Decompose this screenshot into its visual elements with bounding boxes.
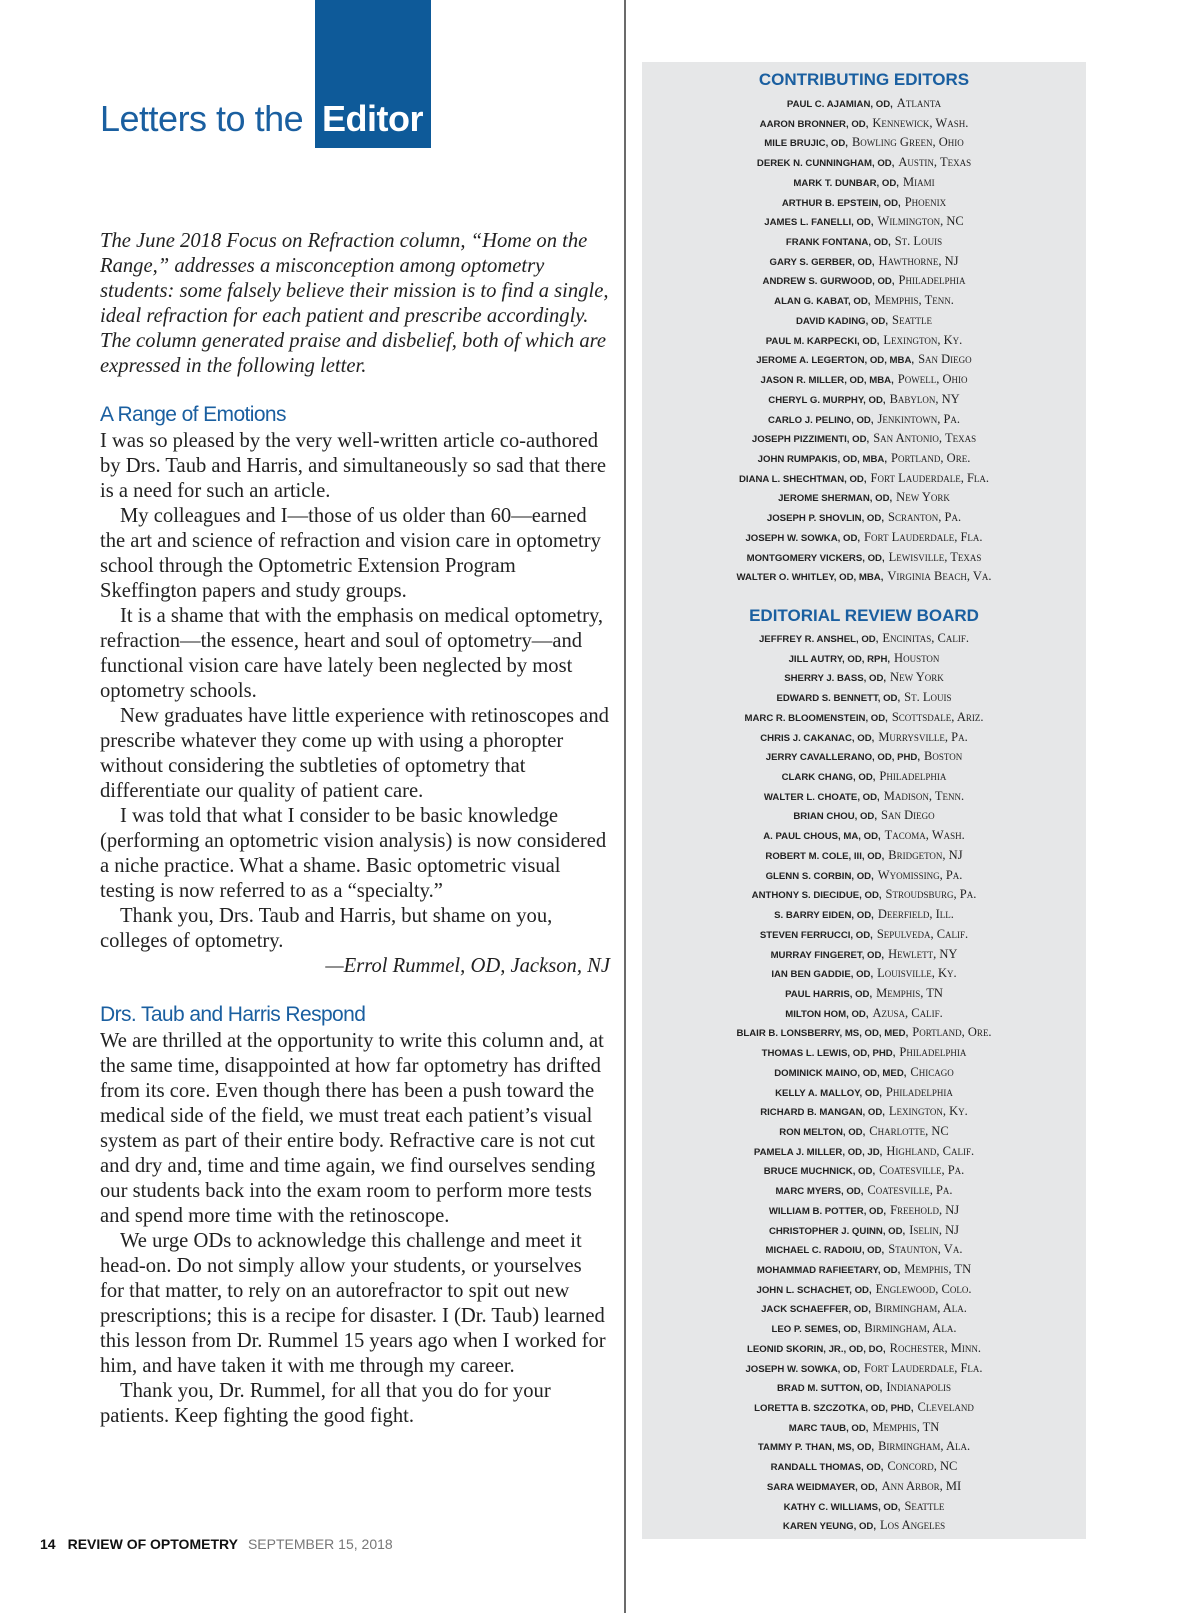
person-name: THOMAS L. LEWIS, OD, PHD, — [761, 1048, 896, 1060]
person-location: Chicago — [910, 1064, 954, 1079]
person-location: Kennewick, Wash. — [872, 115, 969, 130]
person-location: Coatesville, Pa. — [879, 1163, 965, 1178]
person-location: Phoenix — [904, 194, 947, 209]
masthead-entry — [642, 1239, 1086, 1259]
person-name: ALAN G. KABAT, OD, — [774, 296, 871, 308]
person-location: Miami — [902, 174, 935, 189]
masthead-entry — [642, 1121, 1086, 1141]
person-name: LEONID SKORIN, JR., OD, DO, — [747, 1343, 886, 1355]
person-location: Powell, Ohio — [897, 372, 968, 387]
person-name: MONTGOMERY VICKERS, OD, — [746, 552, 885, 564]
person-name: MARC R. BLOOMENSTEIN, OD, — [744, 712, 888, 724]
masthead-entry — [642, 192, 1086, 212]
masthead-entry — [642, 845, 1086, 865]
person-name: JASON R. MILLER, OD, MBA, — [760, 375, 894, 387]
person-location: Lewisville, Texas — [888, 549, 982, 564]
masthead-entry — [642, 1298, 1086, 1318]
person-location: San Antonio, Texas — [873, 431, 977, 446]
masthead-entry — [642, 1082, 1086, 1102]
masthead-entry — [642, 924, 1086, 944]
title-emphasis: Editor — [322, 98, 423, 139]
page-title — [100, 0, 440, 150]
person-location: Cleveland — [917, 1400, 974, 1415]
person-location: Babylon, NY — [889, 391, 960, 406]
masthead-entry — [642, 1476, 1086, 1496]
person-name: ARTHUR B. EPSTEIN, OD, — [781, 197, 901, 209]
person-location: Madison, Tenn. — [883, 788, 965, 803]
person-name: JAMES L. FANELLI, OD, — [764, 217, 874, 229]
person-location: Iselin, NJ — [909, 1222, 960, 1237]
person-name: EDWARD S. BENNETT, OD, — [776, 693, 901, 705]
person-name: PAUL M. KARPECKI, OD, — [765, 335, 880, 347]
person-location: Stroudsburg, Pa. — [885, 887, 977, 902]
person-location: Memphis, TN — [872, 1419, 940, 1434]
person-name: JEFFREY R. ANSHEL, OD, — [758, 634, 879, 645]
contributing-editors-list — [642, 93, 1086, 586]
person-name: CHRIS J. CAKANAC, OD, — [760, 732, 875, 744]
person-name: ANDREW S. GURWOOD, OD, — [762, 276, 895, 288]
masthead-entry — [642, 746, 1086, 766]
person-location: Fort Lauderdale, Fla. — [870, 470, 990, 485]
person-name: MARK T. DUNBAR, OD, — [793, 177, 899, 189]
person-name: KELLY A. MALLOY, OD, — [775, 1087, 882, 1099]
letter-signature: —Errol Rummel, OD, Jackson, NJ — [325, 955, 610, 977]
letter-paragraph: My colleagues and I—those of us older than 60—earned the art and science of refraction and vision care in optometry school through the Optometric Extension Program Skeffington papers and study groups. — [100, 505, 601, 602]
person-location: Deerfield, Ill. — [877, 907, 954, 922]
person-name: JILL AUTRY, OD, RPH, — [788, 653, 891, 665]
masthead-entry — [642, 172, 1086, 192]
person-name: LORETTA B. SZCZOTKA, OD, PHD, — [754, 1403, 914, 1415]
person-name: DEREK N. CUNNINGHAM, OD, — [756, 158, 895, 170]
masthead-entry — [642, 1358, 1086, 1378]
masthead-entry — [642, 152, 1086, 172]
masthead-entry — [642, 409, 1086, 429]
person-location: Austin, Texas — [898, 155, 972, 170]
letter-paragraph: Thank you, Drs. Taub and Harris, but shame on you, colleges of optometry. — [100, 905, 553, 952]
person-name: PAUL HARRIS, OD, — [785, 988, 873, 1000]
masthead-entry — [642, 132, 1086, 152]
person-location: Charlotte, NC — [869, 1123, 949, 1138]
masthead-entry — [642, 566, 1086, 586]
person-location: Bridgeton, NJ — [888, 847, 963, 862]
person-location: Encinitas, Calif. — [882, 631, 970, 645]
person-location: Rochester, Minn. — [889, 1340, 981, 1355]
person-location: San Diego — [881, 808, 935, 823]
intro-text — [100, 229, 610, 379]
person-location: Philadelphia — [898, 273, 966, 288]
masthead-entry — [642, 805, 1086, 825]
masthead-entry — [642, 963, 1086, 983]
person-name: S. BARRY EIDEN, OD, — [774, 910, 874, 922]
person-location: New York — [896, 490, 950, 505]
person-location: Scottsdale, Ariz. — [891, 709, 984, 724]
masthead-entry — [642, 1279, 1086, 1299]
masthead-entry — [642, 1220, 1086, 1240]
masthead-entry — [642, 1022, 1086, 1042]
person-location: Lexington, Ky. — [883, 332, 963, 347]
person-name: ROBERT M. COLE, III, OD, — [765, 850, 885, 862]
magazine-name: REVIEW OF OPTOMETRY — [67, 1536, 238, 1552]
person-name: MARC MYERS, OD, — [775, 1186, 864, 1198]
person-location: Memphis, Tenn. — [874, 293, 954, 308]
editorial-review-board-list — [642, 628, 1086, 1535]
person-name: DOMINICK MAINO, OD, MED, — [774, 1067, 907, 1079]
response-section — [100, 1003, 610, 1429]
person-location: Philadelphia — [899, 1045, 967, 1060]
person-location: Hewlett, NY — [888, 946, 958, 961]
person-location: Hawthorne, NJ — [878, 253, 959, 268]
masthead-entry — [642, 428, 1086, 448]
masthead-entry — [642, 330, 1086, 350]
masthead-entry — [642, 1377, 1086, 1397]
person-location: Philadelphia — [879, 769, 947, 784]
masthead-entry — [642, 944, 1086, 964]
person-name: JACK SCHAEFFER, OD, — [761, 1304, 871, 1316]
masthead-entry — [642, 904, 1086, 924]
person-location: Memphis, TN — [876, 985, 943, 1000]
masthead-entry — [642, 1160, 1086, 1180]
person-name: IAN BEN GADDIE, OD, — [771, 969, 874, 981]
person-name: WALTER L. CHOATE, OD, — [763, 791, 880, 803]
masthead-entry — [642, 1200, 1086, 1220]
masthead-entry — [642, 1042, 1086, 1062]
person-location: Fort Lauderdale, Fla. — [864, 1360, 983, 1375]
person-location: Staunton, Va. — [888, 1242, 963, 1257]
masthead-entry — [642, 884, 1086, 904]
person-location: Birmingham, Ala. — [878, 1439, 971, 1454]
person-name: CHRISTOPHER J. QUINN, OD, — [768, 1225, 906, 1237]
person-location: St. Louis — [904, 690, 952, 705]
masthead-entry — [642, 1417, 1086, 1437]
column-divider — [624, 0, 626, 1613]
masthead-entry — [642, 687, 1086, 707]
person-location: Portland, Ore. — [891, 450, 971, 465]
person-location: Bowling Green, Ohio — [851, 135, 964, 150]
person-location: Seattle — [892, 312, 932, 327]
masthead-entry — [642, 93, 1086, 113]
person-location: Highland, Calif. — [886, 1143, 975, 1158]
masthead-entry — [642, 448, 1086, 468]
person-name: CLARK CHANG, OD, — [781, 772, 876, 784]
person-location: Freehold, NJ — [890, 1202, 960, 1217]
person-location: Sepulveda, Calif. — [876, 926, 969, 941]
masthead-entry — [642, 983, 1086, 1003]
person-location: Tacoma, Wash. — [884, 828, 965, 843]
person-name: GARY S. GERBER, OD, — [769, 256, 875, 268]
person-name: GLENN S. CORBIN, OD, — [765, 870, 874, 882]
response-paragraph: We are thrilled at the opportunity to write this column and, at the same time, disappointed at how far optometry has drifted from its core. Even though there has been a push toward the medical side of the field, we must treat each patient’s visual system as part of their entire body. Refractive care is not cut and dry and, time and time again, we find ourselves sending our students back into the exam room to perform more tests and spend more time with the retinoscope. — [100, 1030, 604, 1227]
response-heading: Drs. Taub and Harris Respond — [100, 1003, 366, 1026]
person-name: PAUL C. AJAMIAN, OD, — [786, 99, 893, 110]
masthead-entry — [642, 1003, 1086, 1023]
masthead-entry — [642, 389, 1086, 409]
person-name: DIANA L. SHECHTMAN, OD, — [738, 473, 867, 485]
person-name: KATHY C. WILLIAMS, OD, — [783, 1501, 901, 1513]
masthead-entry — [642, 825, 1086, 845]
person-name: RANDALL THOMAS, OD, — [770, 1462, 884, 1474]
person-name: RICHARD B. MANGAN, OD, — [760, 1107, 885, 1119]
response-paragraph: Thank you, Dr. Rummel, for all that you do for your patients. Keep fighting the good fight. — [100, 1380, 551, 1427]
masthead-entry — [642, 113, 1086, 133]
person-name: FRANK FONTANA, OD, — [785, 237, 891, 249]
person-location: Wilmington, NC — [877, 214, 964, 229]
letter-paragraph: I was told that what I consider to be basic knowledge (performing an optometric vision analysis) is now considered a niche practice. What a shame. Basic optometric visual testing is now referred to as a “specialty.” — [100, 805, 607, 902]
person-name: MILTON HOM, OD, — [785, 1008, 869, 1020]
masthead-entry — [642, 1456, 1086, 1476]
person-name: ANTHONY S. DIECIDUE, OD, — [751, 890, 882, 902]
masthead-entry — [642, 1318, 1086, 1338]
intro-paragraph: The June 2018 Focus on Refraction column, “Home on the Range,” addresses a misconception among optometry students: some falsely believe their mission is to find a single, ideal refraction for each patient and prescribe accordingly. The column generated praise and disbelief, both of which are expressed in the following letter. — [100, 230, 609, 377]
masthead-entry — [642, 507, 1086, 527]
person-name: JOSEPH PIZZIMENTI, OD, — [751, 434, 870, 446]
person-location: Wyomissing, Pa. — [877, 867, 963, 882]
person-location: Memphis, TN — [904, 1262, 972, 1276]
masthead-entry — [642, 1338, 1086, 1358]
masthead-entry — [642, 251, 1086, 271]
person-name: JOSEPH W. SOWKA, OD, — [745, 532, 861, 544]
masthead-entry — [642, 865, 1086, 885]
person-name: LEO P. SEMES, OD, — [771, 1324, 861, 1336]
masthead-entry — [642, 1259, 1086, 1279]
letter-heading: A Range of Emotions — [100, 403, 286, 426]
masthead-entry — [642, 547, 1086, 567]
person-name: RON MELTON, OD, — [779, 1126, 866, 1138]
person-location: Englewood, Colo. — [875, 1281, 972, 1296]
person-location: Murrysville, Pa. — [878, 729, 968, 744]
person-name: BRIAN CHOU, OD, — [793, 811, 878, 823]
person-name: MARC TAUB, OD, — [788, 1422, 869, 1434]
person-name: SHERRY J. BASS, OD, — [784, 673, 887, 685]
letter-paragraph: I was so pleased by the very well-written article co-authored by Drs. Taub and Harris, and simultaneously so sad that there is a need for such an article. — [100, 430, 607, 502]
person-name: JOHN L. SCHACHET, OD, — [756, 1284, 872, 1296]
person-name: MICHAEL C. RADOIU, OD, — [765, 1245, 885, 1257]
person-location: Atlanta — [896, 96, 942, 110]
person-name: JOSEPH W. SOWKA, OD, — [745, 1363, 861, 1375]
person-name: CHERYL G. MURPHY, OD, — [768, 394, 886, 406]
person-location: Jenkintown, Pa. — [877, 411, 961, 426]
person-location: Los Angeles — [880, 1518, 946, 1533]
page-footer — [40, 1536, 393, 1552]
person-location: Lexington, Ky. — [888, 1104, 968, 1119]
masthead-entry — [642, 349, 1086, 369]
letter-paragraph: It is a shame that with the emphasis on medical optometry, refraction—the essence, heart and soul of optometry—and functional vision care have lately been neglected by most optometry schools. — [100, 605, 604, 702]
masthead-entry — [642, 628, 1086, 648]
masthead-entry — [642, 527, 1086, 547]
masthead-entry — [642, 1141, 1086, 1161]
masthead-entry — [642, 667, 1086, 687]
person-location: St. Louis — [894, 234, 943, 249]
person-name: A. PAUL CHOUS, MA, OD, — [763, 831, 881, 843]
person-name: DAVID KADING, OD, — [796, 315, 889, 327]
masthead-entry — [642, 727, 1086, 747]
person-location: Azusa, Calif. — [872, 1005, 943, 1020]
masthead-entry — [642, 310, 1086, 330]
person-location: Houston — [894, 650, 940, 665]
masthead-entry — [642, 369, 1086, 389]
masthead-entry — [642, 290, 1086, 310]
person-name: STEVEN FERRUCCI, OD, — [759, 929, 873, 941]
person-name: KAREN YEUNG, OD, — [782, 1521, 876, 1533]
masthead-entry — [642, 231, 1086, 251]
person-name: MILE BRUJIC, OD, — [764, 138, 848, 150]
person-name: TAMMY P. THAN, MS, OD, — [757, 1442, 875, 1454]
person-name: SARA WEIDMAYER, OD, — [766, 1481, 878, 1493]
masthead-entry — [642, 1101, 1086, 1121]
person-location: Boston — [924, 749, 963, 764]
person-name: PAMELA J. MILLER, OD, JD, — [753, 1146, 883, 1158]
masthead-panel — [642, 62, 1086, 1539]
person-location: Philadelphia — [885, 1084, 953, 1099]
person-name: BLAIR B. LONSBERRY, MS, OD, MED, — [736, 1028, 909, 1040]
masthead-entry — [642, 1062, 1086, 1082]
person-name: WILLIAM B. POTTER, OD, — [768, 1205, 887, 1217]
response-paragraph: We urge ODs to acknowledge this challenge and meet it head-on. Do not simply allow your students, or yourselves for that matter, to rely on an autorefractor to spit out new prescriptions; this is a recipe for disaster. I (Dr. Taub) learned this lesson from Dr. Rummel 15 years ago when I worked for him, and have taken it with me through my career. — [100, 1230, 606, 1377]
masthead-entry — [642, 468, 1086, 488]
person-location: Birmingham, Ala. — [874, 1301, 967, 1316]
person-name: JEROME A. LEGERTON, OD, MBA, — [756, 355, 915, 367]
letter-section — [100, 403, 610, 979]
person-name: CARLO J. PELINO, OD, — [767, 414, 874, 426]
masthead-entry — [642, 1180, 1086, 1200]
person-location: Seattle — [904, 1498, 945, 1513]
person-name: MOHAMMAD RAFIEETARY, OD, — [756, 1265, 901, 1276]
person-location: Ann Arbor, MI — [881, 1478, 962, 1493]
person-name: JOSEPH P. SHOVLIN, OD, — [766, 513, 884, 525]
editorial-review-board-heading: EDITORIAL REVIEW BOARD — [749, 606, 979, 625]
page-number: 14 — [40, 1536, 56, 1552]
person-location: San Diego — [918, 352, 972, 367]
person-location: Scranton, Pa. — [888, 510, 962, 525]
masthead-entry — [642, 1436, 1086, 1456]
title-prefix: Letters to the — [100, 98, 304, 139]
person-location: Virginia Beach, Va. — [887, 569, 992, 584]
letter-paragraph: New graduates have little experience with retinoscopes and prescribe whatever they come up with using a phoropter without considering the subtleties of optometry that differentiate our quality of patient care. — [100, 705, 609, 802]
person-name: JEROME SHERMAN, OD, — [778, 493, 893, 505]
masthead-entry — [642, 1496, 1086, 1516]
person-location: Fort Lauderdale, Fla. — [864, 529, 983, 544]
person-location: New York — [890, 670, 944, 685]
person-location: Louisville, Ky. — [877, 966, 957, 981]
person-location: Portland, Ore. — [912, 1025, 992, 1040]
issue-date: SEPTEMBER 15, 2018 — [247, 1536, 393, 1552]
person-name: AARON BRONNER, OD, — [759, 118, 869, 130]
person-location: Coatesville, Pa. — [867, 1183, 953, 1198]
masthead-entry — [642, 707, 1086, 727]
person-location: Concord, NC — [887, 1459, 958, 1474]
masthead-entry — [642, 211, 1086, 231]
masthead-entry — [642, 1515, 1086, 1535]
person-name: BRUCE MUCHNICK, OD, — [763, 1166, 876, 1178]
person-location: Indianapolis — [886, 1380, 952, 1395]
person-name: JERRY CAVALLERANO, OD, PHD, — [765, 752, 921, 764]
person-name: MURRAY FINGERET, OD, — [770, 949, 885, 961]
masthead-entry — [642, 1397, 1086, 1417]
masthead-entry — [642, 648, 1086, 668]
person-name: BRAD M. SUTTON, OD, — [776, 1383, 883, 1395]
masthead-entry — [642, 786, 1086, 806]
contributing-editors-heading: CONTRIBUTING EDITORS — [758, 70, 970, 89]
masthead-entry — [642, 766, 1086, 786]
masthead-entry — [642, 270, 1086, 290]
masthead-entry — [642, 487, 1086, 507]
person-location: Birmingham, Ala. — [864, 1321, 957, 1336]
person-name: JOHN RUMPAKIS, OD, MBA, — [757, 453, 888, 465]
person-name: WALTER O. WHITLEY, OD, MBA, — [736, 572, 884, 584]
